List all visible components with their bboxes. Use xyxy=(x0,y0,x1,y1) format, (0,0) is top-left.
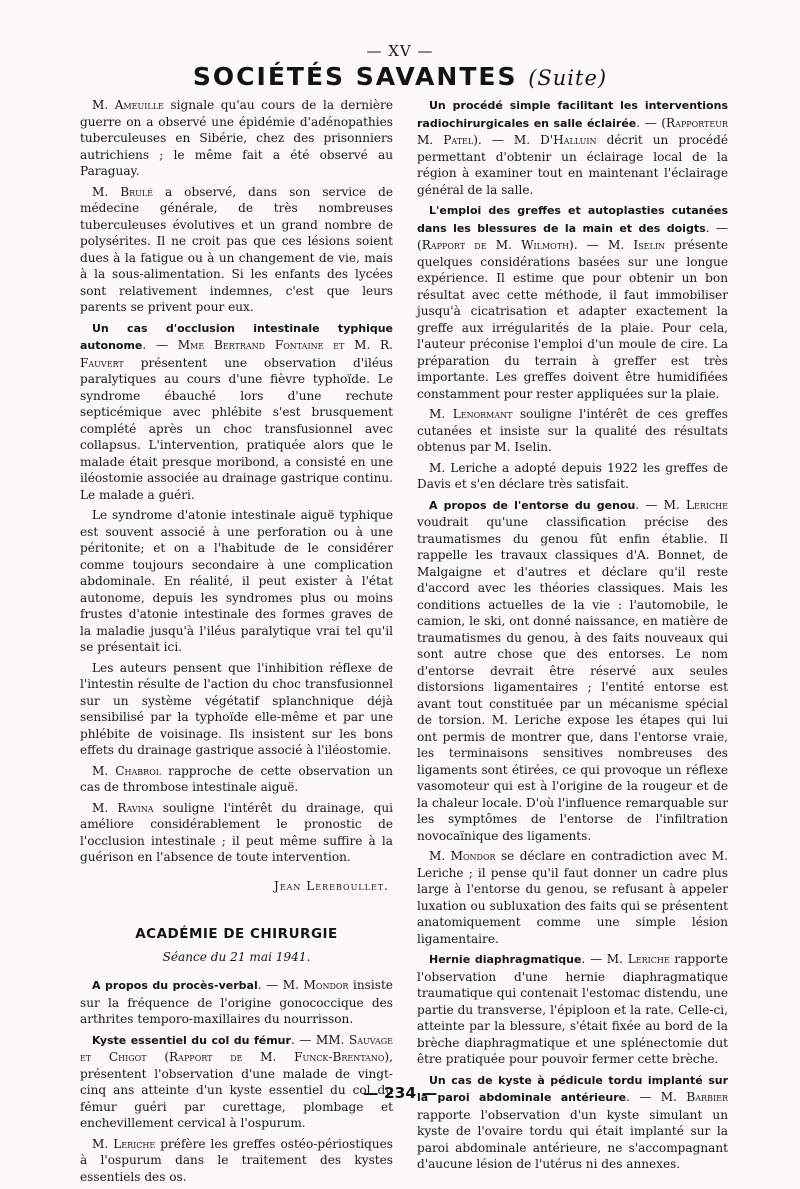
author-name: M. D'Halluin xyxy=(513,133,597,147)
paragraph xyxy=(80,320,393,504)
rapport: . — (Rapport de M. Wilmoth). — xyxy=(417,220,728,252)
paragraph-text: présentent l'observation d'une malade de vingt-cinq ans atteinte d'un kyste essentiel du col du fémur guéri par curettage, plombage et enchevillement cervical à l'ospurum. xyxy=(80,1066,393,1130)
separator: . — xyxy=(635,497,664,512)
article-title: Hernie diaphragmatique xyxy=(429,953,582,966)
signature: Jean Lereboullet. xyxy=(273,878,389,893)
paragraph xyxy=(80,1136,393,1186)
author-name: M. Mondor xyxy=(282,978,349,992)
paragraph xyxy=(80,97,393,180)
author-name: M. Ravina xyxy=(92,800,154,815)
paragraph xyxy=(417,848,728,947)
paragraph: M. Leriche a adopté depuis 1922 les greffes de Davis et s'en déclare très satisfait. xyxy=(417,460,728,491)
paragraph-text: signale qu'au cours de la dernière guerre on a observé une épidémie d'adénopathies tuberculeuses en Sibérie, chez des prisonniers autrichiens ; le même fait a été observé au Paraguay. xyxy=(80,98,393,178)
top-folio: — XV — xyxy=(366,42,434,60)
paragraph xyxy=(417,497,728,845)
paragraph xyxy=(80,800,393,866)
page-title xyxy=(0,62,800,91)
paragraph-text: présentent une observation d'iléus paralytiques au cours d'une fièvre typhoïde. Le syndrome ébauché lors d'une rechute septicémique avec phlébite s'est brusquement complété après un choc transfusionnel avec collapsus. L'intervention, pratiquée alors que le malade était presque moribond, a consisté en une iléostomie associée au drainage gastrique continu. Le malade a guéri. xyxy=(80,355,393,502)
paragraph xyxy=(417,406,728,456)
paragraph-text: préfère les greffes ostéo-périostiques à l'ospurum dans le traitement des kystes essentiels des os. xyxy=(80,1136,393,1184)
left-column xyxy=(80,97,393,1189)
author-name: MM. Sauvage et Chigot xyxy=(80,1032,393,1064)
article-title: Un cas d'occlusion intestinale typhique autonome xyxy=(80,321,393,352)
paragraph xyxy=(80,184,393,316)
paragraph: Les auteurs pensent que l'inhibition réflexe de l'intestin résulte de l'action du choc transfusionnel sur un système végétatif splanchnique déjà sensibilisé par la typhoïde elle-même et par une phlébite de voisinage. Ils insistent sur les bons effets du drainage gastrique associé à l'iléostomie. xyxy=(80,660,393,757)
paragraph: Le syndrome d'atonie intestinale aiguë typhique est souvent associé à une perforation ou à une péritonite; et on a l'habitude de le considérer comme toujours secondaire à une complication abdominale. En réalité, il peut exister à l'état autonome, depuis les syndromes plus ou moins frustes d'atonie intestinale des formes graves de la maladie jusqu'à l'iléus paralytique vrai tel qu'il se présentait ici. xyxy=(80,508,393,654)
title-text: SOCIÉTÉS SAVANTES xyxy=(192,62,518,91)
paragraph xyxy=(80,977,393,1028)
paragraph-text: présente quelques considérations basées sur une longue expérience. Il estime que pour obtenir un bon résultat avec cette méthode, il faut immobiliser jusqu'à cicatrisation et adapter exactement la greffe aux irrégularités de la plaie. Pour cela, l'auteur préconise l'emploi d'un moule de cire. La préparation du terrain à greffer est très importante. Les greffes doivent être humidifiées constamment pour rester appliquées sur la plaie. xyxy=(417,238,728,401)
separator: . — xyxy=(626,1090,661,1104)
paragraph xyxy=(417,202,728,402)
seance-date: Séance du 21 mai 1941. xyxy=(162,949,311,964)
paragraph xyxy=(417,951,728,1068)
paragraph-text: rapporte l'observation d'un kyste simulant un kyste de l'ovaire tordu qui était implanté sur la paroi abdominale antérieure, ne s'accompagnant d'aucune lésion de l'utérus ni des annexes. xyxy=(417,1107,728,1171)
article-title: A propos du procès-verbal xyxy=(92,979,258,992)
article-title: A propos de l'entorse du genou xyxy=(429,498,636,512)
paragraph-text: souligne l'intérêt de ces greffes cutanées et insiste sur la qualité des résultats obtenus par M. Iselin. xyxy=(417,407,728,454)
author-name: M. Mondor xyxy=(429,849,496,863)
paragraph xyxy=(80,763,393,796)
paragraph xyxy=(80,1032,393,1132)
article-title: Kyste essentiel du col du fémur xyxy=(92,1033,291,1047)
author-name: M. Ameuille xyxy=(92,98,164,112)
article-title: L'emploi des greffes et autoplasties cutanées dans les blessures de la main et des doigts xyxy=(417,204,728,235)
rapport: (Rapport de M. Funck-Brentano), xyxy=(146,1050,393,1064)
section-title: ACADÉMIE DE CHIRURGIE xyxy=(135,926,338,942)
author-name: M. Lenormant xyxy=(429,407,513,421)
author-name: M. Leriche xyxy=(606,952,670,966)
paragraph-text: souligne l'intérêt du drainage, qui améliore considérablement le pronostic de l'occlusion intestinale ; il peut même suffire à la guérison en l'absence de toute intervention. xyxy=(80,800,394,864)
author-name: M. Barbier xyxy=(660,1090,728,1104)
separator: . — xyxy=(257,978,283,992)
page-number: — 234 — xyxy=(362,1084,438,1102)
paragraph-text: a observé, dans son service de médecine générale, de très nombreuses tuberculeuses évolutives et un grand nombre de polysérites. Il ne croit pas que ces lésions soient dues à la fatigue ou à un changement de vie, mais à la sous-alimentation. Si les enfants des lycées sont relativement indemnes, c'est que leurs parents se privent pour eux. xyxy=(80,184,393,314)
author-name: M. Leriche xyxy=(92,1136,156,1151)
paragraph-text: décrit un procédé permettant d'obtenir un éclairage local de la région à examiner tout en maintenant l'éclairage général de la salle. xyxy=(417,133,728,197)
author-name: M. Leriche xyxy=(663,497,728,512)
author-name: Mme Bertrand Fontaine et M. R. Fauvert xyxy=(80,338,393,370)
author-name: M. Brulé xyxy=(92,184,154,199)
separator: . — xyxy=(581,952,607,966)
paragraph-text: rapporte l'observation d'une hernie diaphragmatique traumatique qui contenait l'estomac distendu, une partie du transverse, l'épiploon et la rate. Celle-ci, atteinte par la blessure, s'était fixée au bord de la brèche diaphragmatique et une splénectomie dut être pratiquée pour pouvoir fermer cette brèche. xyxy=(417,952,728,1066)
right-column xyxy=(417,97,728,1177)
separator: . — xyxy=(142,338,178,352)
paragraph-text: insiste sur la fréquence de l'origine gonococcique des arthrites temporo-maxillaires du nourrisson. xyxy=(80,978,393,1026)
title-suffix: (Suite) xyxy=(528,66,608,90)
paragraph-text: voudrait qu'une classification précise des traumatismes du genou fût enfin établie. Il rappelle les travaux classiques d'A. Bonnet, de Malgaigne et d'autres et déclare qu'il reste d'accord avec les théories classiques. Mais les conditions actuelles de la vie : l'automobile, le camion, le ski, ont donné naissance, en matière de traumatismes du genou, à des faits nouveaux qui sont autre chose que des entorses. Le nom d'entorse devrait être réservé aux seules distorsions ligamentaires ; l'entité entorse est avant tout constituée par un mécanisme spécial de torsion. M. Leriche expose les étapes qui lui ont permis de montrer que, dans l'entorse vraie, les terminaisons sensitives nombreuses des ligaments sont étirées, ce qui provoque un réflexe vasomoteur qui est à l'origine de la rougeur et de la chaleur locale. D'où l'influence remarquable sur les symptômes de l'entorse de l'infiltration novocaïnique des ligaments. xyxy=(417,515,728,843)
paragraph-text: rapproche de cette observation un cas de thrombose intestinale aiguë. xyxy=(80,763,393,794)
author-name: M. Iselin xyxy=(608,238,665,252)
author-name: M. Chabrol xyxy=(92,763,162,778)
article-title: Un cas de kyste à pédicule tordu implanté sur la paroi abdominale antérieure xyxy=(417,1073,728,1104)
rapport: . — (Rapporteur M. Patel). — xyxy=(417,115,728,147)
paragraph xyxy=(417,97,728,198)
separator: . — xyxy=(290,1032,316,1047)
paragraph-text: se déclare en contradiction avec M. Leriche ; il pense qu'il faut donner un cadre plus large à l'entorse du genou, se refusant à appeler luxation ou subluxation des faits qui se présentent anatomiquement comme une simple lésion ligamentaire. xyxy=(417,849,728,946)
article-title: Un procédé simple facilitant les interventions radiochirurgicales en salle éclairée xyxy=(417,99,728,130)
